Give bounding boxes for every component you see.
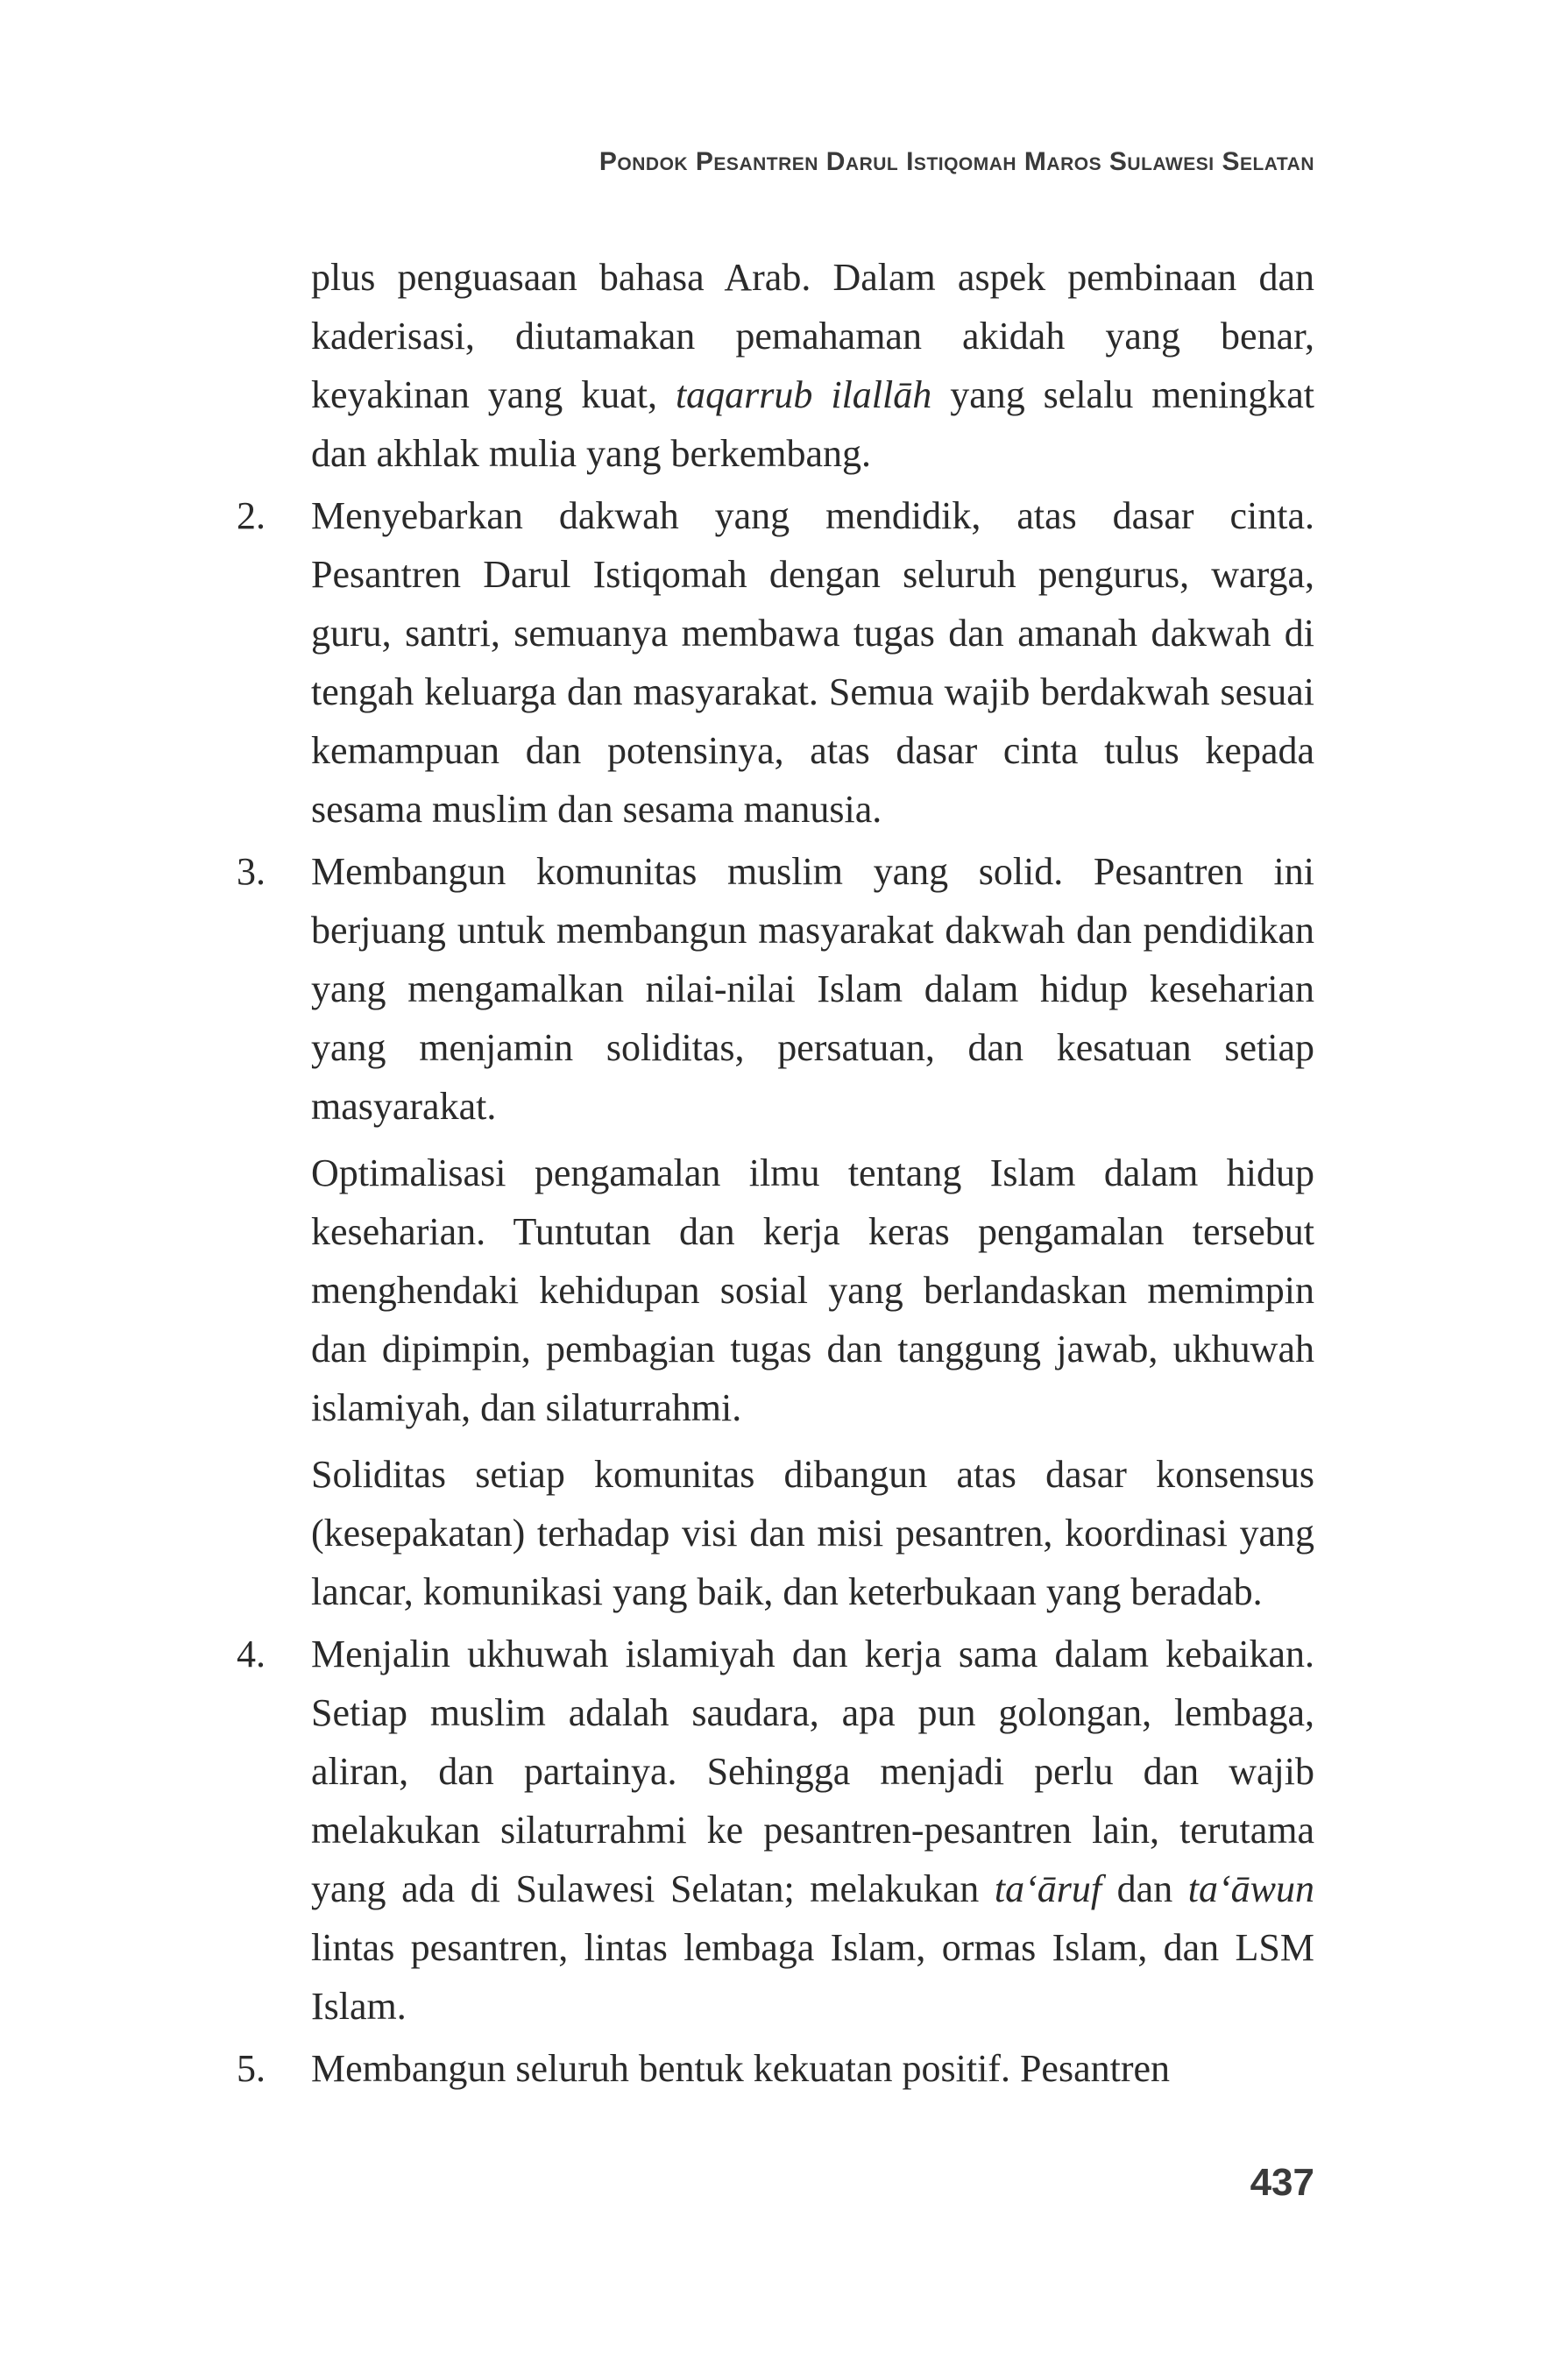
list-item-4 (237, 1625, 1314, 2036)
italic-term-taaruf: ta‘āruf (994, 1867, 1102, 1910)
running-header: Pondok Pesantren Darul Istiqomah Maros Sulawesi Selatan (598, 147, 1314, 176)
list-item-text (311, 1625, 1314, 2036)
list-item-number: 2. (237, 494, 266, 537)
page-number: 437 (1250, 2161, 1314, 2204)
list-item-5 (237, 2039, 1314, 2098)
list-item-text: Membangun seluruh bentuk kekuatan positif. Pesantren (311, 2047, 1171, 2090)
list-item-text: Menyebarkan dakwah yang mendidik, atas dasar cinta. Pesantren Darul Istiqomah dengan seluruh pengurus, warga, guru, santri, semuanya membawa tugas dan amanah dakwah di tengah keluarga dan masyarakat. Semua wajib berdakwah sesuai kemampuan dan potensinya, atas dasar cinta tulus kepada sesama muslim dan sesama manusia. (311, 494, 1314, 831)
list-item-3 (237, 842, 1314, 1621)
list-item-number: 5. (237, 2047, 266, 2090)
list-item-number: 3. (237, 850, 266, 893)
continuation-italic-term: taqarrub ilallāh (675, 373, 932, 416)
list-item-2 (237, 486, 1314, 839)
italic-term-taawun: ta‘āwun (1187, 1867, 1314, 1910)
list-item-text-part: dan (1101, 1867, 1188, 1910)
list-item-number: 4. (237, 1633, 266, 1675)
list-item-text: Membangun komunitas muslim yang solid. Pesantren ini berjuang untuk membangun masyarakat dakwah dan pendidikan yang mengamalkan nilai-nilai Islam dalam hidup keseharian yang menjamin soliditas, persatuan, dan kesatuan setiap masyarakat. (311, 850, 1314, 1128)
list-item-sub-paragraph: Soliditas setiap komunitas dibangun atas dasar konsensus (kesepakatan) terhadap visi dan misi pesantren, koordinasi yang lancar, komunikasi yang baik, dan keterbukaan yang beradab. (311, 1453, 1314, 1613)
continuation-text-2: yang selalu meningkat dan akhlak mulia yang berkembang. (311, 373, 1314, 475)
continuation-paragraph (311, 248, 1314, 483)
continuation-text-1: plus penguasaan bahasa Arab. Dalam aspek pembinaan dan kaderisasi, diutamakan pemahaman akidah yang benar, keyakinan yang kuat, (311, 256, 1314, 416)
list-item-text-part: lintas pesantren, lintas lembaga Islam, ormas Islam, dan LSM Islam. (311, 1926, 1314, 2028)
list-item-text-part: Menjalin ukhuwah islamiyah dan kerja sama dalam kebaikan. Setiap muslim adalah saudara, apa pun golongan, lembaga, aliran, dan partainya. Sehingga menjadi perlu dan wajib melakukan silaturrahmi ke pesantren-pesantren lain, terutama yang ada di Sulawesi Selatan; melakukan (311, 1633, 1314, 1910)
list-item-sub-paragraph: Optimalisasi pengamalan ilmu tentang Islam dalam hidup keseharian. Tuntutan dan kerja keras pengamalan tersebut menghendaki kehidupan sosial yang berlandaskan memimpin dan dipimpin, pembagian tugas dan tanggung jawab, ukhuwah islamiyah, dan silaturrahmi. (311, 1151, 1314, 1429)
page-body (237, 248, 1314, 2098)
